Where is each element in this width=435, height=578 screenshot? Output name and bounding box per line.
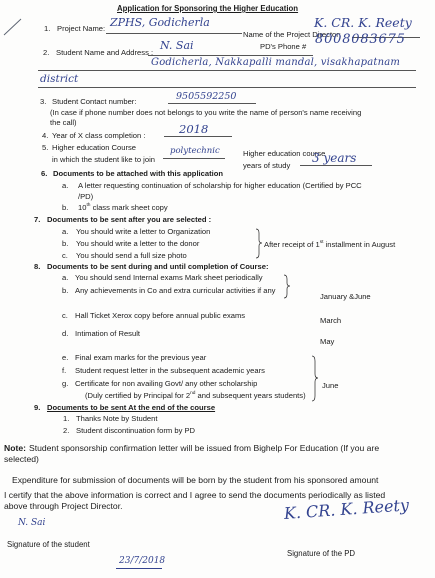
s8-item-b-mark: b. (62, 286, 69, 295)
s6-number: 6. (41, 169, 48, 178)
certify-line1: I certify that the above information is correct and I agree to send the documents periodically as listed (4, 490, 386, 500)
s6-item-a-line1: A letter requesting continuation of scholarship for higher education (Certified by PCC (78, 181, 362, 190)
course-years-underline (300, 165, 372, 166)
course-years-label-line2: years of study (243, 161, 291, 170)
s8-item-g-text: Certificate for non availing Govt/ any other scholarship (75, 379, 258, 388)
s8-item-d-mark: d. (62, 329, 69, 338)
s6-item-a-line2: /PD) (78, 192, 94, 201)
student-address-line2: district (40, 73, 79, 85)
corner-check-mark (4, 19, 21, 35)
s7-item-c-mark: c. (62, 251, 68, 260)
s8-timing-january-june: January &June (320, 292, 371, 301)
student-name-underline (148, 55, 313, 56)
project-name-underline (106, 33, 242, 34)
s8-item-g-line2-post: and subsequent years students) (195, 391, 306, 400)
s8-efg-brace (312, 356, 318, 401)
s7-brace (256, 229, 262, 258)
course-label-line1: Higher education Course (52, 143, 137, 152)
x-class-year-underline (164, 136, 232, 137)
address-underline-1 (38, 70, 416, 71)
pd-phone-value: 8008083675 (315, 32, 406, 47)
s6-item-b-text (78, 203, 168, 212)
s8-item-g-line2 (85, 391, 306, 400)
s7-timing-pre: After receipt of 1 (264, 240, 320, 249)
s8-timing-june: June (322, 381, 339, 390)
project-name-label: Project Name: (57, 24, 106, 33)
s8-item-f-mark: f. (62, 366, 67, 375)
student-signature: N. Sai (18, 518, 46, 528)
s6-item-a-mark: a. (62, 181, 69, 190)
s8-number: 8. (34, 262, 41, 271)
s8-item-a-mark: a. (62, 273, 69, 282)
contact-note-line2: the call) (50, 118, 77, 127)
s9-item-1-text: Thanks Note by Student (76, 414, 158, 423)
s8-item-c-text: Hall Ticket Xerox copy before annual public exams (75, 311, 246, 320)
note-line2: selected) (4, 454, 39, 464)
s9-item-2-mark: 2. (63, 426, 70, 435)
s8-timing-march: March (320, 316, 342, 325)
s6-item-b-sup: th (86, 203, 91, 208)
contact-number-label: Student Contact number: (52, 97, 137, 106)
s7-item-b-text: You should write a letter to the donor (76, 239, 200, 248)
s7-timing-post: installment in August (323, 240, 396, 249)
pd-phone-label: PD's Phone # (260, 42, 307, 51)
q3-number: 3. (40, 97, 47, 106)
s8-timing-may: May (320, 337, 335, 346)
s7-timing (264, 240, 395, 249)
q5-number: 5. (42, 143, 49, 152)
pd-signature: K. CR. K. Reety (283, 495, 410, 523)
q4-number: 4. (42, 131, 49, 140)
s7-item-a-text: You should write a letter to Organization (76, 227, 211, 236)
form-title: Application for Sponsoring the Higher Education (117, 4, 299, 13)
s8-item-a-text: You should send Internal exams Mark sheet periodically (75, 273, 263, 282)
x-class-year-label: Year of X class completion : (52, 131, 146, 140)
s9-item-2-text: Student discontinuation form by PD (76, 426, 196, 435)
note-text: Student sponsorship confirmation letter will be issued from Bighelp For Education (If you are (28, 443, 380, 453)
s8-ab-brace (284, 275, 290, 298)
contact-number-value: 9505592250 (176, 91, 237, 102)
s8-item-g-line2-sup: nd (190, 391, 196, 396)
s8-heading: Documents to be sent during and until completion of Course: (47, 262, 269, 271)
q2-number: 2. (43, 48, 50, 57)
s8-item-g-line2-pre: (Duly certified by Principal for 2 (85, 391, 191, 400)
note-label: Note: (4, 443, 26, 453)
s8-item-d-text: Intimation of Result (75, 329, 140, 338)
x-class-year-value: 2018 (179, 122, 209, 136)
date-underline (116, 568, 162, 569)
signature-date: 23/7/2018 (119, 556, 166, 566)
s8-item-e-mark: e. (62, 353, 69, 362)
pd-signature-label: Signature of the PD (287, 549, 356, 558)
s9-item-1-mark: 1. (63, 414, 70, 423)
s7-number: 7. (34, 215, 41, 224)
note-line1 (4, 443, 379, 453)
address-underline-2 (38, 87, 416, 88)
s8-item-b-text: Any achievements in Co and extra curricular activities if any (75, 286, 276, 295)
contact-note-line1: (In case if phone number does not belongs to you write the name of person's name receiving (50, 108, 362, 117)
student-name-address-label: Student Name and Address : (56, 48, 154, 57)
course-label-line2: in which the student like to join (52, 155, 155, 164)
s7-item-a-mark: a. (62, 227, 69, 236)
course-years-value: 3 years (312, 151, 357, 165)
s6-item-b-post: class mark sheet copy (90, 203, 168, 212)
student-address-line1: Godicherla, Nakkapalli mandal, visakhapatnam (151, 57, 401, 68)
s8-item-c-mark: c. (62, 311, 68, 320)
s6-item-b-pre: 10 (78, 203, 87, 212)
s8-item-g-mark: g. (62, 379, 69, 388)
s7-item-b-mark: b. (62, 239, 69, 248)
course-value: polytechnic (170, 146, 220, 156)
s7-item-c-text: You should send a full size photo (76, 251, 187, 260)
course-underline (163, 158, 225, 159)
expenditure-text: Expenditure for submission of documents will be born by the student from his sponsored amount (12, 475, 379, 485)
project-director-label: Name of the Project Director: (243, 30, 341, 39)
s6-heading: Documents to be attached with this application (53, 169, 224, 178)
s9-heading: Documents to be sent At the end of the course (47, 403, 216, 412)
student-name-value: N. Sai (160, 39, 194, 52)
s8-item-e-text: Final exam marks for the previous year (75, 353, 207, 362)
q1-number: 1. (44, 24, 51, 33)
student-signature-label: Signature of the student (7, 540, 90, 549)
certify-line2: above through Project Director. (4, 501, 123, 511)
s7-timing-sup: st (319, 240, 324, 245)
s7-heading: Documents to be sent after you are selected : (47, 215, 212, 224)
s8-item-f-text: Student request letter in the subsequent academic years (75, 366, 265, 375)
s9-number: 9. (34, 403, 41, 412)
project-director-value: K. CR. K. Reety (314, 15, 412, 30)
course-years-label-line1: Higher education course (243, 149, 326, 158)
project-name-value: ZPHS, Godicherla (110, 16, 210, 29)
contact-number-underline (168, 103, 256, 104)
s6-item-b-mark: b. (62, 203, 69, 212)
